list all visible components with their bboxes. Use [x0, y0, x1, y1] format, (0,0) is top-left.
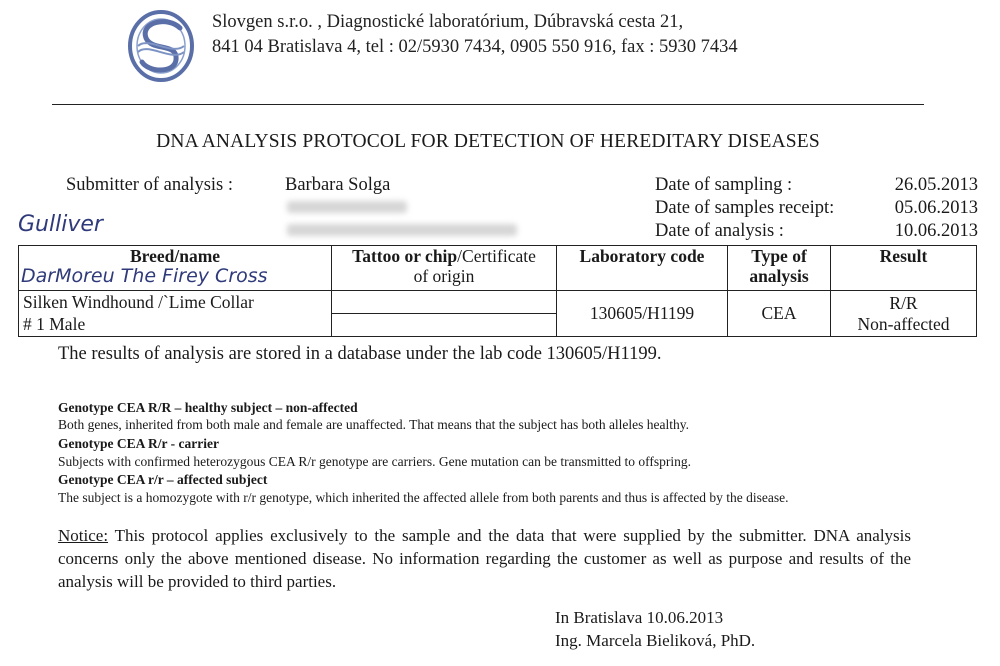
genotype-rrc-text: Subjects with confirmed heterozygous CEA R/r genotype are carriers. Gene mutation can be transmitted to offspring. — [58, 454, 691, 469]
notice-text: This protocol applies exclusively to the sample and the data that were supplied by the submitter. DNA analysis concerns only the above mentioned disease. No information regarding the customer as well as purpose and results of the analysis will be provided to third parties. — [58, 526, 911, 591]
result-line-2: Non-affected — [857, 313, 950, 334]
date-sampling-label: Date of sampling : — [655, 175, 793, 195]
breed-header-cell — [19, 246, 332, 291]
breed-line-2: # 1 Male — [23, 314, 86, 334]
type-cell: CEA — [728, 291, 831, 337]
tattoo-header-line2: of origin — [413, 266, 475, 286]
lab-code-header-cell — [557, 246, 728, 291]
breed-cell — [19, 291, 332, 337]
notice-paragraph — [58, 524, 911, 593]
lab-code-header: Laboratory code — [579, 246, 705, 266]
stored-note: The results of analysis are stored in a database under the lab code 130605/H1199. — [58, 344, 662, 364]
results-table — [18, 245, 977, 337]
lab-code-cell: 130605/H1199 — [557, 291, 728, 337]
type-header-line2: analysis — [749, 266, 809, 286]
place-date: In Bratislava 10.06.2013 — [555, 608, 724, 627]
breed-line-1: Silken Windhound /`Lime Collar — [23, 292, 254, 312]
date-receipt-label: Date of samples receipt: — [655, 198, 835, 218]
result-header: Result — [879, 246, 928, 266]
document-title: DNA ANALYSIS PROTOCOL FOR DETECTION OF HEREDITARY DISEASES — [156, 131, 820, 152]
letterhead-line-1: Slovgen s.r.o. , Diagnostické laboratórium, Dúbravská cesta 21, — [212, 12, 684, 32]
genotype-rrc-heading: Genotype CEA R/r - carrier — [58, 436, 219, 451]
breed-header: Breed/name — [129, 246, 221, 266]
tattoo-cell-2 — [332, 314, 557, 337]
handwritten-call-name: Gulliver — [18, 212, 103, 237]
signatory-name: Ing. Marcela Bieliková, PhD. — [555, 631, 756, 650]
date-analysis-value: 10.06.2013 — [894, 221, 978, 241]
type-header-line1: Type of — [751, 246, 807, 266]
result-header-cell — [831, 246, 977, 291]
submitter-name: Barbara Solga — [285, 175, 391, 195]
header-divider — [52, 104, 924, 105]
redacted-address-line-1 — [287, 201, 407, 213]
submitter-label: Submitter of analysis : — [66, 175, 233, 195]
genotype-affected-heading: Genotype CEA r/r – affected subject — [58, 472, 268, 487]
letterhead-line-2: 841 04 Bratislava 4, tel : 02/5930 7434, 0905 550 916, fax : 5930 7434 — [212, 37, 738, 57]
date-receipt-value: 05.06.2013 — [894, 198, 978, 218]
genotype-rr-heading: Genotype CEA R/R – healthy subject – non-affected — [58, 400, 358, 415]
genotype-affected-text: The subject is a homozygote with r/r genotype, which inherited the affected allele from both parents and thus is affected by the disease. — [58, 490, 789, 505]
slovgen-logo — [122, 6, 200, 86]
slovgen-logo-icon — [122, 6, 200, 86]
type-header-cell — [728, 246, 831, 291]
genotype-rr-text: Both genes, inherited from both male and female are unaffected. That means that the subject has both alleles healthy. — [58, 417, 690, 432]
tattoo-header-bold: Tattoo or chip — [352, 246, 458, 266]
result-cell — [831, 291, 977, 337]
date-analysis-label: Date of analysis : — [655, 221, 784, 241]
tattoo-header-cell — [332, 246, 557, 291]
handwritten-registered-name: DarMoreu The Firey Cross — [21, 265, 268, 287]
tattoo-header-rest: /Certificate — [457, 246, 536, 266]
redacted-address-line-2 — [287, 224, 517, 236]
date-sampling-value: 26.05.2013 — [894, 175, 978, 195]
tattoo-cell-1 — [332, 291, 557, 314]
notice-label: Notice: — [58, 526, 109, 545]
result-line-1: R/R — [889, 292, 918, 313]
